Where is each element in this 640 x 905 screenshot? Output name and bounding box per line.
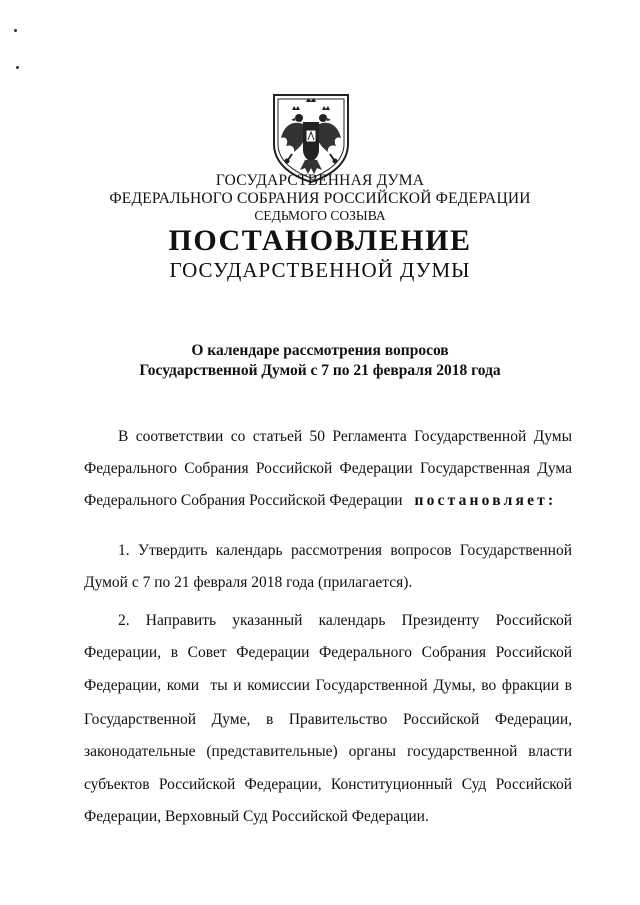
preamble-line-3 [84,492,556,510]
convocation-line: СЕДЬМОГО СОЗЫВА [254,208,386,223]
item-2-line-3: Федерации, коми ты и комиссии Государственной Думы, во фракции в [84,677,572,694]
item-2-line-1: 2. Направить указанный календарь Президенту Российской [118,612,572,629]
preamble-line-3-text: Федерального Собрания Российской Федерации [84,492,403,509]
scan-speck [14,29,17,32]
item-2-line-5: законодательные (представительные) органы государственной власти [84,743,572,760]
scan-speck [16,66,19,69]
document-type-title: ПОСТАНОВЛЕНИЕ [168,224,472,257]
item-2-line-2: Федерации, в Совет Федерации Федерального Собрания Российской [84,644,572,661]
item-2-line-7: Федерации, Верховный Суд Российской Федерации. [84,808,429,825]
item-2-line-6: субъектов Российской Федерации, Конституционный Суд Российской [84,776,572,793]
coat-of-arms-icon [270,92,352,184]
preamble-line-2: Федерального Собрания Российской Федерации Государственная Дума [84,460,572,477]
subject-line-2: Государственной Думой с 7 по 21 февраля 2018 года [139,362,501,379]
org-line-2: ФЕДЕРАЛЬНОГО СОБРАНИЯ РОССИЙСКОЙ ФЕДЕРАЦИИ [109,190,531,207]
resolution-verb: постановляет: [414,492,557,509]
document-issuer: ГОСУДАРСТВЕННОЙ ДУМЫ [169,258,471,282]
org-line-1: ГОСУДАРСТВЕННАЯ ДУМА [215,172,425,189]
subject-line-1: О календаре рассмотрения вопросов [191,342,449,359]
preamble-line-1: В соответствии со статьей 50 Регламента Государственной Думы [118,428,572,445]
item-1-line-2: Думой с 7 по 21 февраля 2018 года (прилагается). [84,574,413,591]
item-2-line-4: Государственной Думе, в Правительство Российской Федерации, [84,711,572,728]
item-1-line-1: 1. Утвердить календарь рассмотрения вопросов Государственной [118,542,572,559]
